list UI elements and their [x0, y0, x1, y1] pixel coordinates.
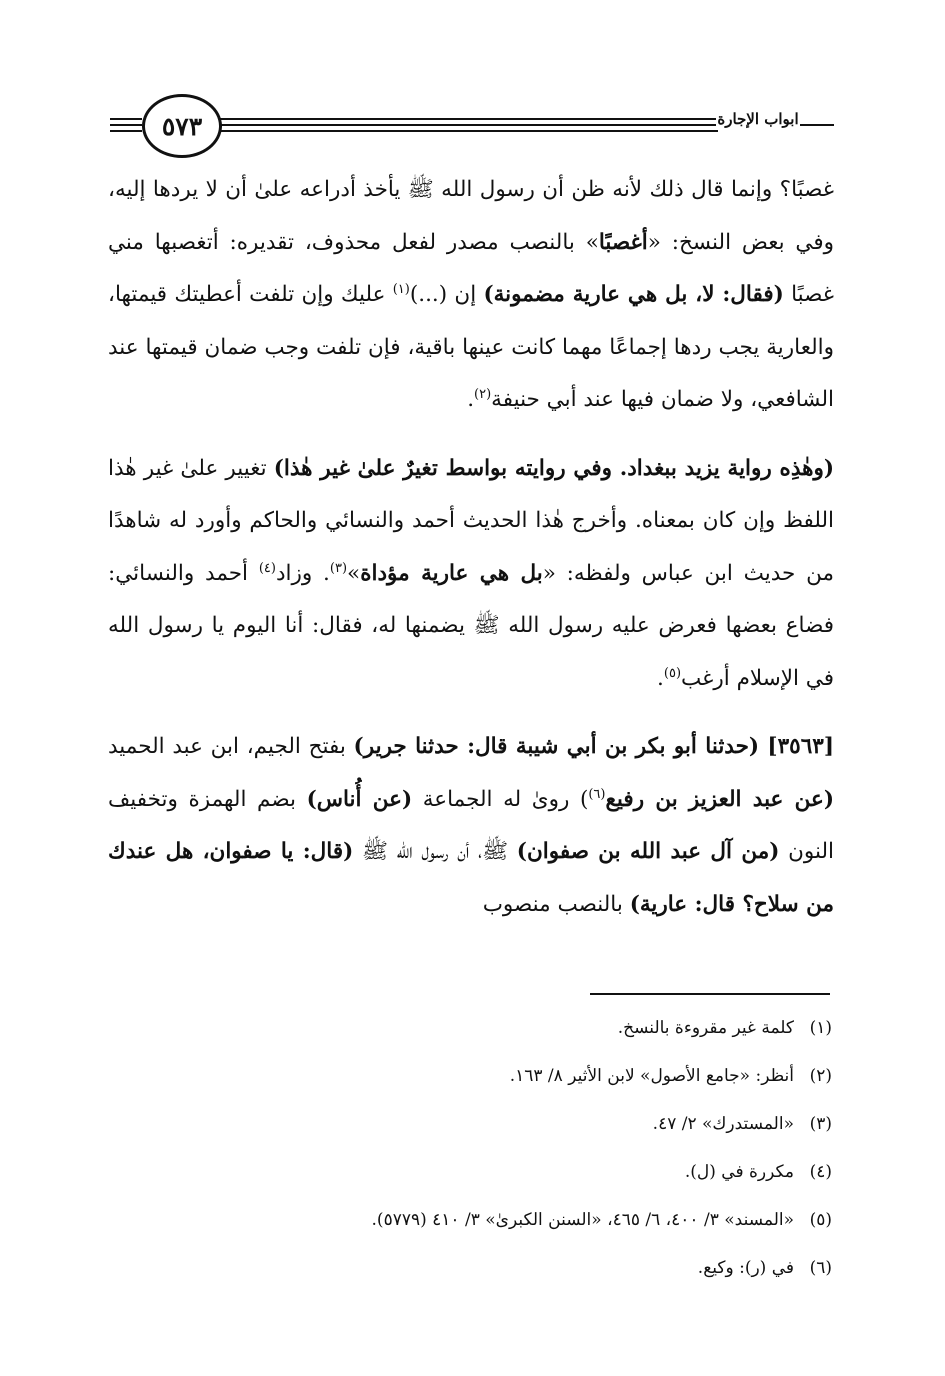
header-rule — [110, 118, 142, 120]
footnote-ref[interactable]: (٣) — [329, 560, 348, 576]
paragraph-2 — [108, 443, 834, 706]
footnote-text: «المسند» ٣/ ٤٠٠، ٦/ ٤٦٥، «السنن الكبرىٰ» ٣/ ٤١٠ (٥٧٧٩). — [371, 1210, 794, 1230]
footnote-ref[interactable]: (٤) — [258, 560, 276, 576]
footnote-number: (١) — [809, 1018, 832, 1038]
text-run: ) رویٰ له الجماعة — [412, 786, 589, 812]
text-run: بفتح الجيم، ابن عبد الحميد — [108, 734, 354, 759]
footnote-ref[interactable]: (٥) — [663, 665, 682, 681]
footnotes — [108, 1004, 832, 1292]
footnote-number: (٥) — [809, 1210, 832, 1230]
text-run: ﷺ، أن رسول الله ﷺ — [353, 839, 517, 864]
text-run: » — [347, 560, 361, 586]
text-run: عليك وإن تلفت أعطيتك قيمتها، والعارية يجب ردها إجماعًا مهما كانت عينها باقية، فإن تلفت وجب ضمان قيمتها عند الشافعي، ولا ضمان فيها عند أبي حنيفة — [108, 282, 834, 412]
main-text — [108, 164, 834, 931]
bold-run: (عن عبد العزيز بن رفيع — [605, 786, 834, 812]
header-rule — [218, 118, 718, 120]
bold-run: (عن أُناس) — [306, 786, 413, 812]
footnote-number: (٦) — [809, 1258, 832, 1278]
footnote-ref[interactable]: (٢) — [474, 386, 492, 402]
footnote-2 — [108, 1052, 832, 1100]
footnote-6 — [108, 1244, 832, 1292]
text-run: . — [467, 387, 475, 412]
page-number-badge — [142, 94, 222, 158]
header-rule — [218, 124, 718, 126]
text-run: . — [657, 665, 664, 691]
running-title: ابواب الإجارة — [717, 110, 799, 128]
bold-run: (قال: يا صفوان، هل عندك من سلاح؟ قال: عارية) — [108, 839, 834, 917]
text-run: . وزاد — [275, 560, 330, 586]
footnote-separator — [590, 993, 830, 995]
footnote-1 — [108, 1004, 832, 1052]
footnote-4 — [108, 1148, 832, 1196]
footnote-3 — [108, 1100, 832, 1148]
page-header — [110, 88, 834, 158]
text-run: إن (...) — [409, 282, 484, 307]
footnote-ref[interactable]: (٦) — [588, 786, 606, 802]
header-rule — [800, 124, 834, 126]
header-rule — [218, 130, 718, 132]
footnote-number: (٤) — [809, 1162, 832, 1182]
header-rule — [110, 124, 142, 126]
text-run: تغيير علىٰ غير هٰذا اللفظ وإن كان بمعناه. وأخرج هٰذا الحديث أحمد والنسائي والحاكم وأورد له شاهدًا من حديث ابن عباس ولفظه: « — [108, 455, 834, 586]
footnote-text: مكررة في (ل). — [684, 1162, 794, 1182]
text-run: بضم الهمزة وتخفيف النون — [108, 786, 834, 864]
footnote-ref[interactable]: (١) — [392, 281, 410, 297]
footnote-number: (٢) — [809, 1066, 832, 1086]
footnote-5 — [108, 1196, 832, 1244]
header-rule — [110, 130, 142, 132]
paragraph-1 — [108, 164, 834, 427]
text-run: بالنصب منصوب — [482, 891, 630, 917]
footnote-text: «المستدرك» ٢/ ٤٧. — [652, 1114, 794, 1134]
text-run: أحمد والنسائي: فضاع بعضها فعرض عليه رسول الله ﷺ يضمنها له، فقال: أنا اليوم يا رسول الله في الإسلام أرغب — [108, 560, 834, 691]
footnote-text: أنظر: «جامع الأصول» لابن الأثير ٨/ ١٦٣. — [509, 1066, 794, 1086]
bold-run: بل هي عارية مؤداة — [360, 560, 543, 586]
text-run: غصبًا؟ وإنما قال ذلك لأنه ظن أن رسول الله ﷺ يأخذ أدراعه علىٰ أن لا يردها إليه، وفي بعض النسخ: « — [108, 177, 835, 255]
footnote-text: كلمة غير مقروءة بالنسخ. — [617, 1018, 794, 1038]
text-run: » بالنصب مصدر لفعل محذوف، تقديره: أتغصبها مني غصبًا — [108, 229, 834, 307]
bold-run: (من آل عبد الله بن صفوان) — [516, 839, 780, 864]
page-number: ٥٧٣ — [161, 111, 203, 141]
bold-run: (وهٰذِه رواية يزيد ببغداد. وفي روايته بواسط تغيرٌ علىٰ غير هٰذا) — [273, 455, 834, 481]
bold-run: (فقال: لا، بل هي عارية مضمونة) — [483, 282, 784, 307]
bold-run: [٣٥٦٣] (حدثنا أبو بكر بن أبي شيبة قال: حدثنا جرير) — [353, 734, 834, 759]
footnote-number: (٣) — [809, 1114, 832, 1134]
paragraph-3 — [108, 721, 834, 931]
footnote-text: في (ر): وكيع. — [697, 1258, 794, 1278]
bold-run: أغصبًا — [598, 229, 648, 255]
